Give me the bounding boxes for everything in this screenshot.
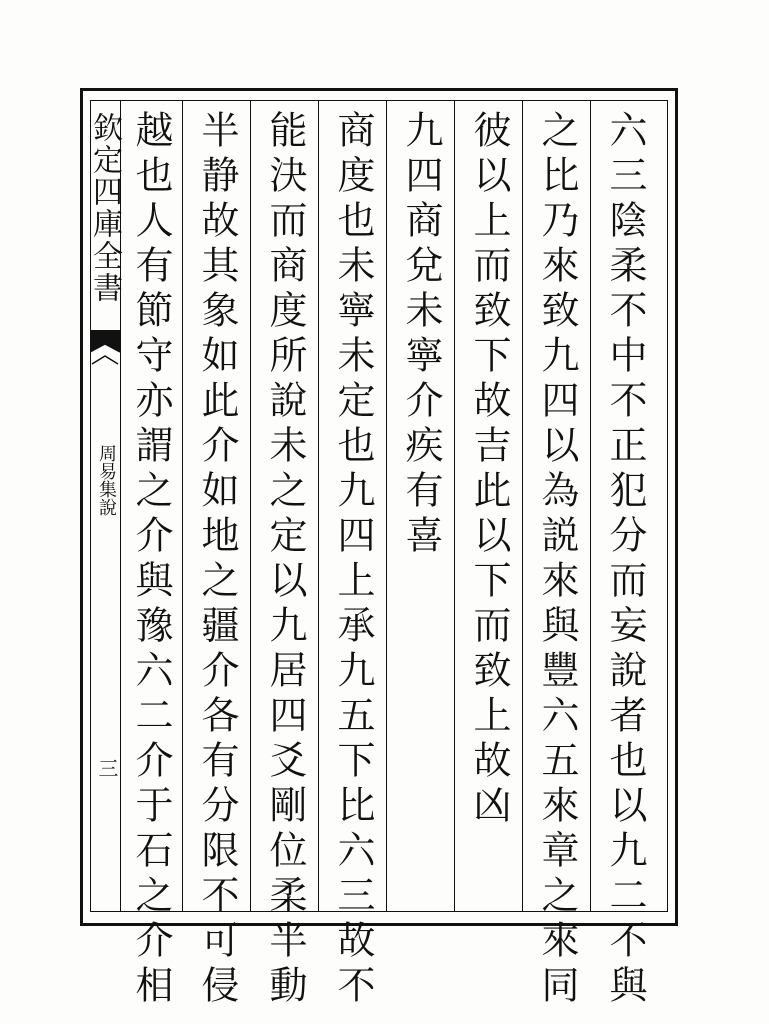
section-heading: 九四商兌未寧介疾有喜 [399,110,443,560]
column-rule [522,100,523,912]
text-column: 越也人有節守亦謂之介與豫六二介于石之介相 [129,110,173,1010]
text-column: 之比乃來致九四以為説來與豐六五來章之來同 [535,110,579,1010]
column-rule [250,100,251,912]
column-rule [590,100,591,912]
text-column: 半静故其象如此介如地之疆介各有分限不可侵 [195,110,239,1010]
column-rule [386,100,387,912]
text-column: 彼以上而致下故吉此以下而致上故凶 [467,110,511,830]
text-column: 能決而商度所說未之定以九居四爻剛位柔半動 [263,110,307,1010]
column-rule [318,100,319,912]
fishtail-mark-icon [90,330,120,370]
text-column: 六三陰柔不中不正犯分而妄說者也以九二不與 [603,110,647,1010]
text-column: 商度也未寧未定也九四上承九五下比六三故不 [331,110,375,1010]
collection-title: 欽定四庫全書 [87,112,122,304]
column-rule [454,100,455,912]
page-number: 三 [95,758,119,778]
column-rule [182,100,183,912]
book-title: 周易集說 [96,444,117,516]
inner-frame [87,100,668,912]
